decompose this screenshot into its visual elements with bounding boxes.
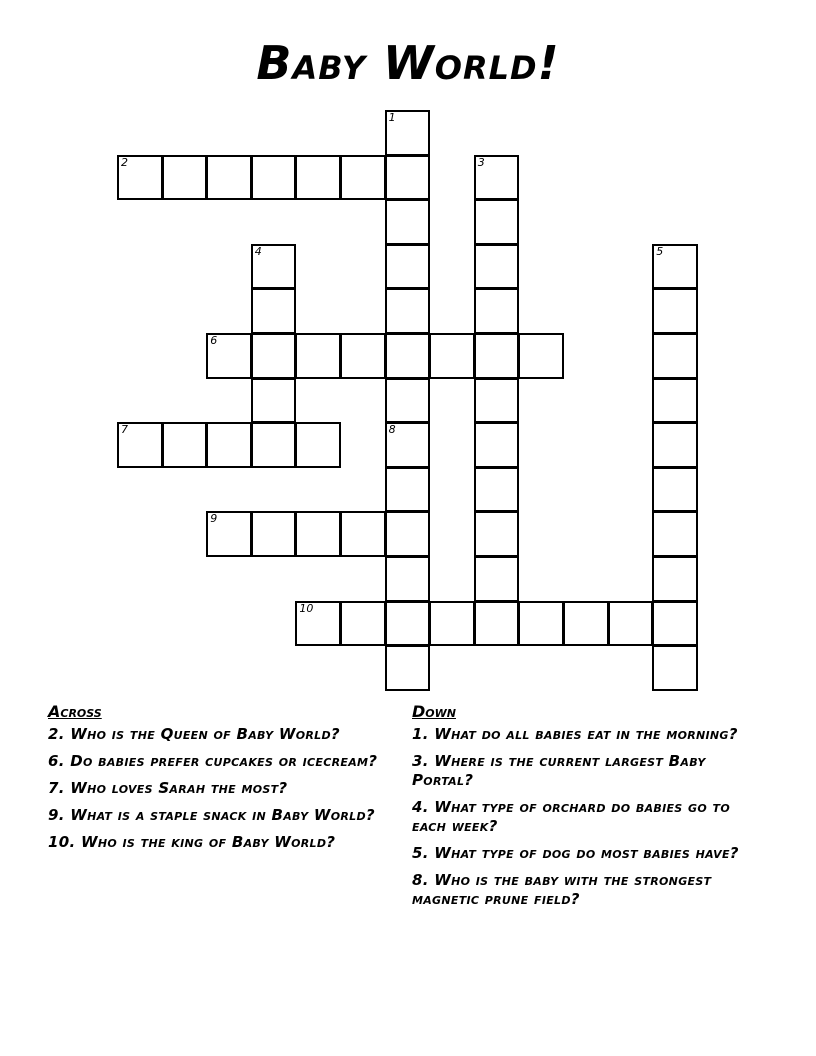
grid-cell[interactable] bbox=[385, 467, 431, 513]
grid-cell[interactable] bbox=[652, 467, 698, 513]
grid-cell[interactable] bbox=[295, 422, 341, 468]
grid-cell[interactable] bbox=[474, 378, 520, 424]
grid-cell[interactable] bbox=[652, 244, 698, 290]
clue-number: 1 bbox=[388, 111, 396, 124]
grid-cell[interactable] bbox=[206, 422, 252, 468]
clue-number: 2 bbox=[121, 155, 128, 169]
grid-cell[interactable] bbox=[385, 199, 431, 245]
down-heading: Down bbox=[412, 702, 456, 721]
grid-cell[interactable] bbox=[518, 333, 564, 379]
grid-cell[interactable] bbox=[474, 556, 520, 602]
grid-cell[interactable] bbox=[251, 333, 297, 379]
grid-cell[interactable] bbox=[385, 511, 431, 557]
grid-cell[interactable] bbox=[385, 645, 431, 691]
grid-cell[interactable] bbox=[340, 155, 386, 201]
clue-down-3: 3. Where is the current largest Baby Portal? bbox=[412, 752, 706, 789]
clue-number: 3 bbox=[477, 155, 485, 169]
clue-across-7: 7. Who loves Sarah the most? bbox=[48, 779, 288, 797]
grid-cell[interactable] bbox=[474, 601, 520, 647]
grid-cell[interactable] bbox=[295, 601, 341, 647]
grid-cell[interactable] bbox=[652, 645, 698, 691]
clue-down-8: 8. Who is the baby with the strongest magnetic prune field? bbox=[412, 871, 712, 908]
grid-cell[interactable] bbox=[652, 378, 698, 424]
grid-cell[interactable] bbox=[385, 601, 431, 647]
grid-cell[interactable] bbox=[206, 511, 252, 557]
grid-cell[interactable] bbox=[385, 244, 431, 290]
clue-number: 9 bbox=[210, 512, 218, 526]
grid-cell[interactable] bbox=[295, 333, 341, 379]
clue-number: 7 bbox=[121, 423, 128, 437]
grid-cell[interactable] bbox=[162, 422, 208, 468]
grid-cell[interactable] bbox=[652, 422, 698, 468]
grid-cell[interactable] bbox=[206, 333, 252, 379]
grid-cell[interactable] bbox=[385, 556, 431, 602]
grid-cell[interactable] bbox=[251, 155, 297, 201]
clue-across-2: 2. Who is the Queen of Baby World? bbox=[48, 725, 340, 743]
grid-cell[interactable] bbox=[474, 467, 520, 513]
grid-cell[interactable] bbox=[251, 511, 297, 557]
grid-cell[interactable] bbox=[385, 333, 431, 379]
clue-down-1: 1. What do all babies eat in the morning? bbox=[412, 725, 738, 743]
page-title: Baby World! bbox=[256, 36, 560, 90]
clue-across-10: 10. Who is the king of Baby World? bbox=[48, 833, 336, 851]
grid-cell[interactable] bbox=[652, 511, 698, 557]
across-clues bbox=[48, 702, 388, 860]
grid-cell[interactable] bbox=[295, 511, 341, 557]
clue-number: 8 bbox=[388, 423, 396, 437]
grid-cell[interactable] bbox=[385, 422, 431, 468]
clue-number: 5 bbox=[656, 244, 664, 258]
grid-cell[interactable] bbox=[206, 155, 252, 201]
grid-cell[interactable] bbox=[340, 511, 386, 557]
grid-cell[interactable] bbox=[251, 288, 297, 334]
grid-cell[interactable] bbox=[340, 333, 386, 379]
grid-cell[interactable] bbox=[251, 422, 297, 468]
grid-cell[interactable] bbox=[251, 244, 297, 290]
clue-down-4: 4. What type of orchard do babies go to each week? bbox=[412, 798, 730, 835]
clue-down-5: 5. What type of dog do most babies have? bbox=[412, 844, 739, 862]
clue-number: 10 bbox=[299, 601, 314, 615]
grid-cell[interactable] bbox=[385, 110, 431, 156]
grid-cell[interactable] bbox=[474, 333, 520, 379]
grid-cell[interactable] bbox=[162, 155, 208, 201]
grid-cell[interactable] bbox=[474, 244, 520, 290]
clue-across-9: 9. What is a staple snack in Baby World? bbox=[48, 806, 375, 824]
grid-cell[interactable] bbox=[474, 422, 520, 468]
grid-cell[interactable] bbox=[385, 288, 431, 334]
down-clues bbox=[412, 702, 752, 917]
grid-cell[interactable] bbox=[474, 155, 520, 201]
grid-cell[interactable] bbox=[340, 601, 386, 647]
grid-cell[interactable] bbox=[295, 155, 341, 201]
clue-number: 6 bbox=[210, 334, 218, 347]
grid-cell[interactable] bbox=[117, 155, 163, 201]
across-heading: Across bbox=[48, 702, 102, 721]
grid-cell[interactable] bbox=[608, 601, 654, 647]
clue-across-6: 6. Do babies prefer cupcakes or icecream? bbox=[48, 752, 378, 770]
grid-cell[interactable] bbox=[385, 378, 431, 424]
grid-cell[interactable] bbox=[652, 288, 698, 334]
grid-cell[interactable] bbox=[563, 601, 609, 647]
grid-cell[interactable] bbox=[652, 556, 698, 602]
grid-cell[interactable] bbox=[652, 601, 698, 647]
grid-cell[interactable] bbox=[652, 333, 698, 379]
grid-cell[interactable] bbox=[518, 601, 564, 647]
grid-cell[interactable] bbox=[429, 601, 475, 647]
grid-cell[interactable] bbox=[474, 199, 520, 245]
grid-cell[interactable] bbox=[385, 155, 431, 201]
grid-cell[interactable] bbox=[474, 288, 520, 334]
clue-number: 4 bbox=[254, 244, 262, 258]
grid-cell[interactable] bbox=[251, 378, 297, 424]
grid-cell[interactable] bbox=[117, 422, 163, 468]
grid-cell[interactable] bbox=[429, 333, 475, 379]
grid-cell[interactable] bbox=[474, 511, 520, 557]
